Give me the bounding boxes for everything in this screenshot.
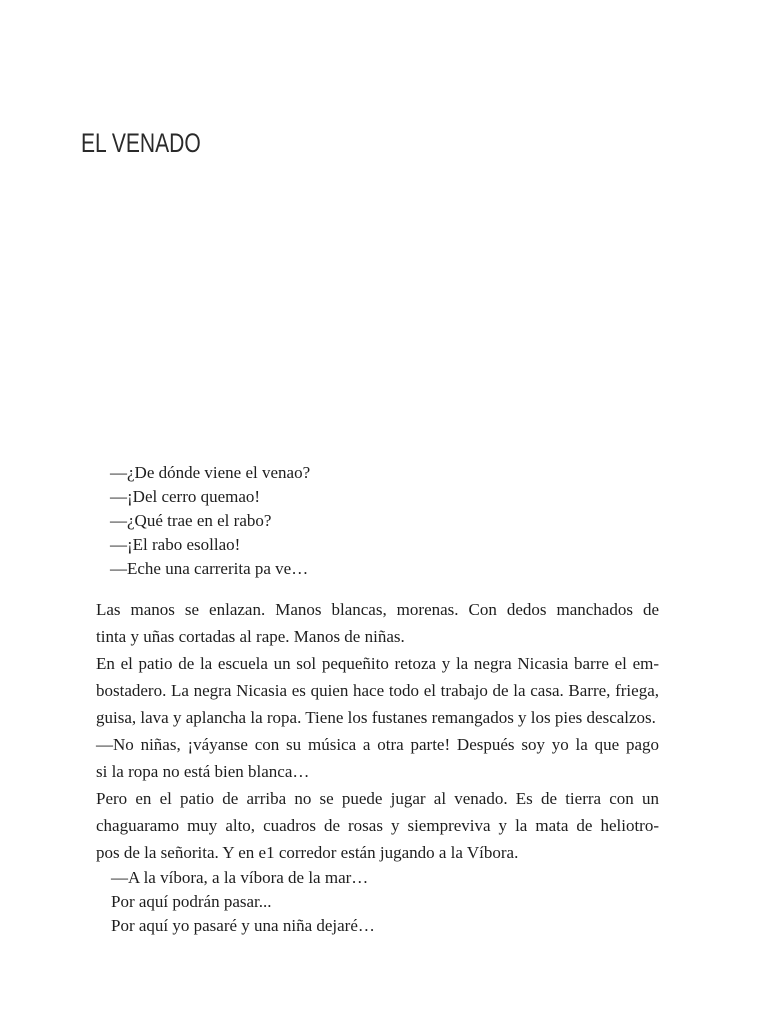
closing-verse	[81, 866, 659, 938]
epigraph-line: —¿Qué trae en el rabo?	[110, 511, 272, 530]
paragraph-line: Pero en el patio de arriba no se puede jugar al venado. Es de tierra con un	[96, 789, 659, 808]
chapter-title: EL VENADO	[81, 128, 201, 158]
paragraph-line: chaguaramo muy alto, cuadros de rosas y siempreviva y la mata de heliotro-	[96, 816, 659, 835]
verse-line: Por aquí yo pasaré y una niña dejaré…	[111, 916, 375, 935]
paragraph	[81, 596, 659, 650]
epigraph-line: —¡Del cerro quemao!	[110, 487, 261, 506]
paragraph	[81, 785, 659, 866]
paragraph	[81, 731, 659, 785]
paragraph-line: bostadero. La negra Nicasia es quien hace todo el trabajo de la casa. Barre, friega,	[96, 681, 659, 700]
paragraph-line: Las manos se enlazan. Manos blancas, morenas. Con dedos manchados de	[96, 600, 659, 619]
paragraph-line: si la ropa no está bien blanca…	[96, 762, 310, 781]
paragraph-line: tinta y uñas cortadas al rape. Manos de niñas.	[96, 627, 405, 646]
epigraph	[110, 461, 310, 581]
paragraph-line: —No niñas, ¡váyanse con su música a otra parte! Después soy yo la que pago	[96, 735, 659, 754]
epigraph-line: —¿De dónde viene el venao?	[110, 463, 311, 482]
verse-line: Por aquí podrán pasar...	[111, 892, 272, 911]
paragraph	[81, 650, 659, 731]
paragraph-line: pos de la señorita. Y en e1 corredor están jugando a la Víbora.	[96, 843, 519, 862]
body-text	[81, 596, 659, 938]
paragraph-line: En el patio de la escuela un sol pequeñito retoza y la negra Nicasia barre el em-	[96, 654, 659, 673]
paragraph-line: guisa, lava y aplancha la ropa. Tiene los fustanes remangados y los pies descalzos.	[96, 708, 656, 727]
epigraph-line: —Eche una carrerita pa ve…	[110, 559, 309, 578]
epigraph-line: —¡El rabo esollao!	[110, 535, 241, 554]
verse-line: —A la víbora, a la víbora de la mar…	[111, 868, 369, 887]
